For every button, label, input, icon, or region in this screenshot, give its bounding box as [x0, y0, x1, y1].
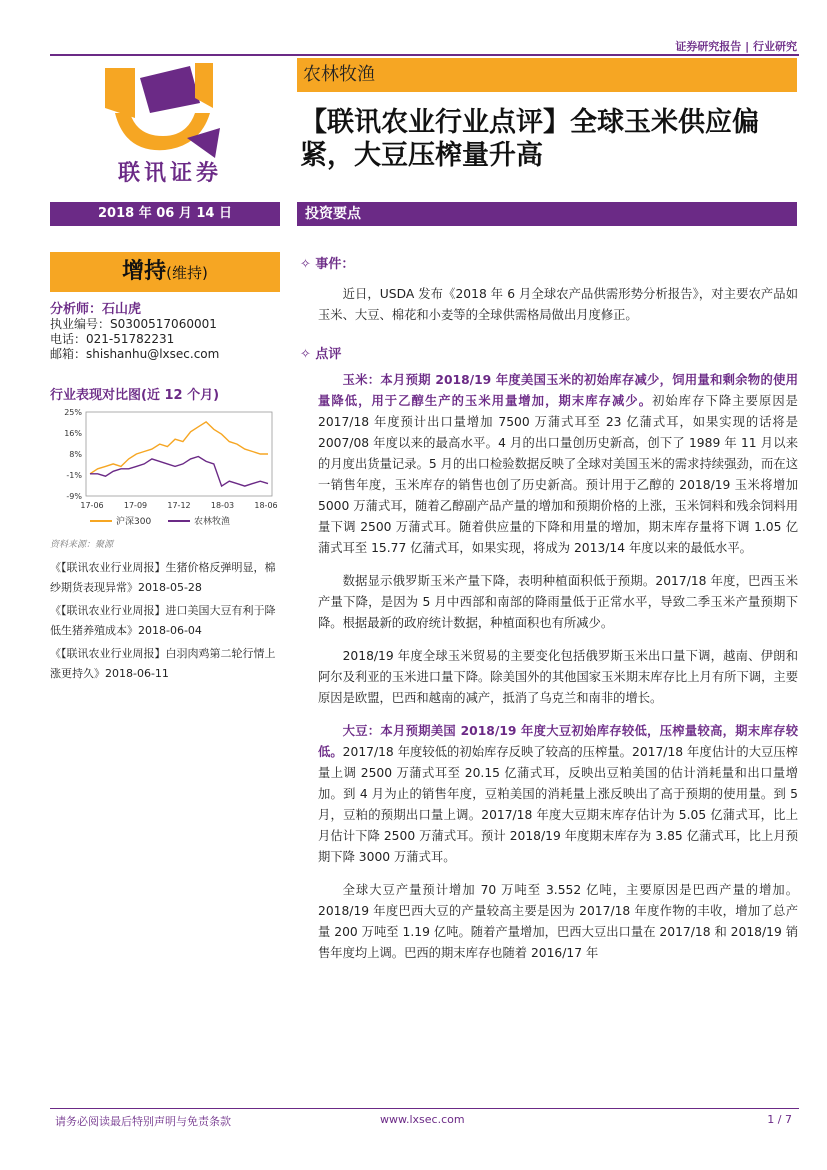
analyst-email[interactable]: 邮箱：shishanhu@lxsec.com — [50, 347, 220, 361]
chart-source: 资料来源：聚源 — [50, 540, 114, 550]
legend-label: 沪深300 — [116, 517, 152, 527]
invest-heading: 投资要点 — [297, 202, 797, 226]
related-report-item[interactable]: 《【联讯农业行业周报】进口美国大豆有利于降低生猪养殖成本》2018-06-04 — [50, 604, 276, 637]
rating-sub: (维持) — [166, 264, 208, 282]
chart-frame — [86, 412, 272, 496]
report-title: 【联讯农业行业点评】全球玉米供应偏紧，大豆压榨量升高 — [300, 107, 759, 171]
series-line-1 — [90, 457, 268, 487]
sector-label: 农林牧渔 — [297, 58, 797, 92]
event-heading: ✧ 事件： — [300, 257, 355, 272]
x-tick-label: 17-12 — [167, 501, 191, 510]
analyst-info — [50, 302, 219, 362]
soy-paragraph — [318, 721, 798, 868]
corn-paragraph-2: 数据显示俄罗斯玉米产量下降，表明种植面积低于预期。2017/18 年度，巴西玉米产量下降，是因为 5 月中西部和南部的降雨量低于正常水平，导致二季玉米产量预期下降。根据最新的政府统计数据，种植面积也有所减少。 — [318, 574, 798, 630]
y-tick-label: 16% — [64, 429, 82, 438]
comment-heading: ✧ 点评 — [300, 347, 342, 362]
corn-paragraph — [318, 370, 798, 559]
x-tick-label: 17-06 — [80, 501, 104, 510]
related-reports — [50, 558, 282, 687]
performance-chart — [50, 402, 280, 534]
report-type-tag: 证券研究报告 | 行业研究 — [675, 40, 797, 53]
comment-section — [318, 370, 798, 976]
logo-text: 联讯证券 — [117, 161, 222, 186]
chart-svg — [50, 402, 280, 534]
y-tick-label: 8% — [69, 450, 82, 459]
analyst-phone: 电话：021-51782231 — [50, 332, 175, 346]
x-tick-label: 18-06 — [254, 501, 278, 510]
logo — [95, 58, 245, 188]
soy-text: 2017/18 年度较低的初始库存反映了较高的压榨量。2017/18 年度估计的大豆压榨量上调 2500 万蒲式耳至 20.15 亿蒲式耳，反映出豆粕美国的估计消耗量和出口量增加。到 4 月为止的销售年度，豆粕美国的消耗量上涨反映出了高于预期的使用量。到 5 月，豆粕的预期出口量上调。2017/18 年度大豆期末库存估计为 5.05 亿蒲式耳，比上月估计下降 2500 万蒲式耳。预计 2018/19 年度期末库存为 3.85 亿蒲式耳，比上月预期下降 3000 万蒲式耳。 — [318, 745, 798, 864]
analyst-license: 执业编号：S0300517060001 — [50, 317, 217, 331]
y-tick-label: -9% — [66, 492, 82, 501]
footer-website[interactable]: www.lxsec.com — [380, 1113, 465, 1126]
corn-text: 初始库存下降主要原因是 2017/18 年度预计出口量增加 7500 万蒲式耳至 23 亿蒲式耳，如果实现的话将是 2007/08 年度以来的最高水平。4 月的出口量创历史新高，创下了 1989 年 11 月以来的月度出货量记录。5 月的出口检验数据反映了全球对美国玉米的需求持续强劲，而在这一销售年度，玉米库存的销售也创了历史新高。预计用于乙醇的 2018/19 玉米将增加 5000 万蒲式耳，随着乙醇副产品产量的增加和预期价格的上涨，玉米饲料和残余饲料用量下调 2500 万蒲式耳。随着供应量的下降和用量的增加，期末库存量将下调 1.05 亿蒲式耳至 15.77 亿蒲式耳，如果实现，将成为 2013/14 年度以来的最低水平。 — [318, 394, 798, 555]
legend-label: 农林牧渔 — [194, 517, 231, 527]
series-line-0 — [90, 422, 268, 474]
header-rule — [50, 54, 799, 56]
rating-badge — [50, 252, 280, 292]
rating-main: 增持 — [122, 259, 167, 284]
x-tick-label: 17-09 — [123, 501, 148, 510]
event-paragraph: 近日，USDA 发布《2018 年 6 月全球农产品供需形势分析报告》，对主要农产品如玉米、大豆、棉花和小麦等的全球供需格局做出月度修正。 — [318, 287, 798, 322]
soy-highlight: 大豆：本月预期美国 2018/19 年度大豆初始库存较低，压榨量较高，期末库存较低。 — [318, 724, 798, 759]
corn-highlight: 玉米：本月预期 2018/19 年度美国玉米的初始库存减少，饲用量和剩余物的使用量降低，用于乙醇生产的玉米用量增加，期末库存减少。 — [318, 373, 798, 408]
related-report-item[interactable]: 《【联讯农业行业周报】白羽肉鸡第二轮行情上涨更持久》2018-06-11 — [50, 647, 276, 680]
footer-page-number: 1 / 7 — [767, 1113, 792, 1126]
chart-title: 行业表现对比图(近 12 个月) — [50, 388, 220, 403]
report-date: 2018 年 06 月 14 日 — [50, 202, 280, 226]
x-tick-label: 18-03 — [210, 501, 235, 510]
analyst-name: 分析师：石山虎 — [50, 302, 142, 317]
footer-disclaimer[interactable]: 请务必阅读最后特别声明与免责条款 — [55, 1115, 231, 1128]
y-tick-label: -1% — [66, 471, 82, 480]
y-tick-label: 25% — [64, 408, 82, 417]
soy-paragraph-2: 全球大豆产量预计增加 70 万吨至 3.552 亿吨，主要原因是巴西产量的增加。2018/19 年度巴西大豆的产量较高主要是因为 2017/18 年度作物的丰收，增加了总产量 200 万吨至 1.19 亿吨。随着产量增加，巴西大豆出口量在 2017/18 和 2018/19 销售年度均上调。巴西的期末库存也随着 2016/17 年 — [318, 883, 798, 960]
event-section — [318, 284, 798, 338]
footer-rule — [50, 1108, 799, 1109]
related-report-item[interactable]: 《【联讯农业行业周报】生猪价格反弹明显，棉纱期货表现异常》2018-05-28 — [50, 561, 276, 594]
corn-paragraph-3: 2018/19 年度全球玉米贸易的主要变化包括俄罗斯玉米出口量下调，越南、伊朗和阿尔及利亚的玉米进口量下降。除美国外的其他国家玉米期末库存比上月有所下调，主要原因是欧盟，巴西和越南的减产，抵消了乌克兰和南非的增长。 — [318, 649, 798, 705]
